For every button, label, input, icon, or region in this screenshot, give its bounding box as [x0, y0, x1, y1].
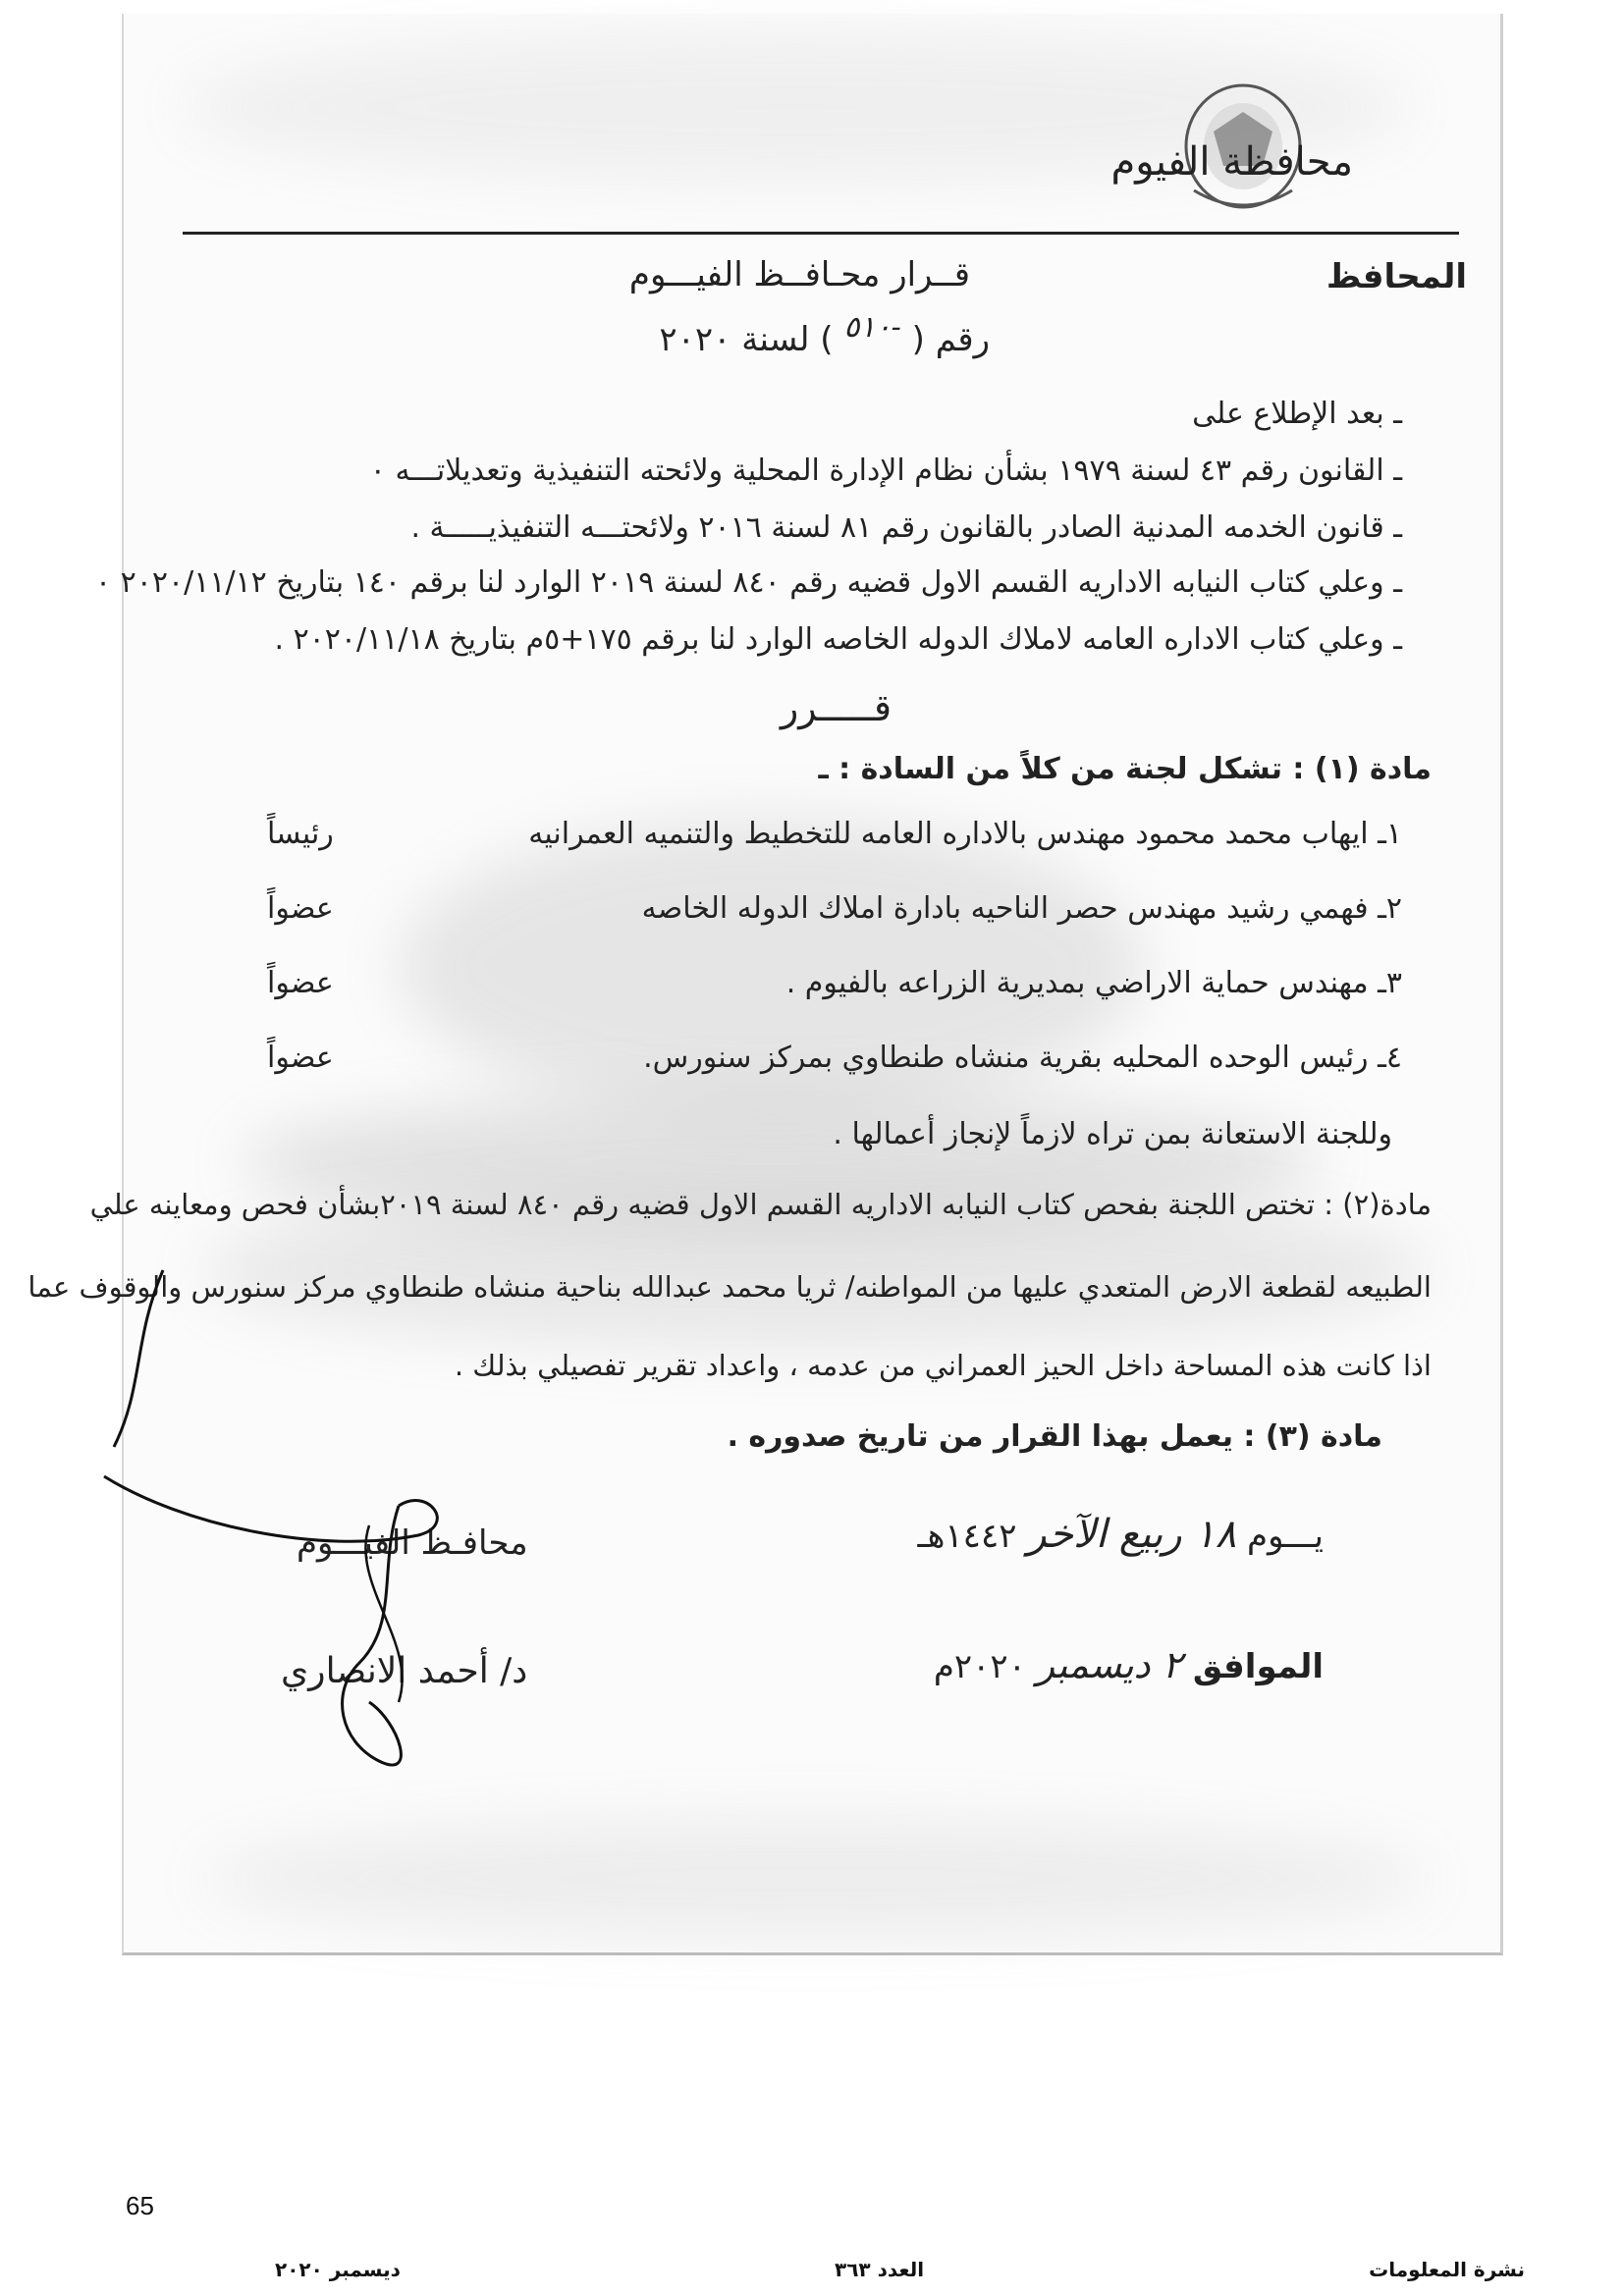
- decree-number-handwritten: -٥١٠: [843, 310, 901, 345]
- member-role-3: عضواً: [267, 966, 334, 1000]
- hijri-year: ١٤٤٢هـ: [917, 1517, 1017, 1556]
- handwritten-signature: [104, 1231, 595, 1820]
- member-row-1: ١ـ ايهاب محمد محمود مهندس بالاداره العامه للتخطيط والتنميه العمرانيه: [528, 817, 1402, 851]
- preamble-line: ـ القانون رقم ٤٣ لسنة ١٩٧٩ بشأن نظام الإدارة المحلية ولائحته التنفيذية وتعديلاتـــه ٠: [369, 454, 1402, 488]
- article2-line: مادة(٢) : تختص اللجنة بفحص كتاب النيابه الاداريه القسم الاول قضيه رقم ٨٤٠ لسنة ٢٠١٩بشأن فحص ومعاينه علي: [89, 1188, 1432, 1221]
- article1-heading: مادة (١) : تشكل لجنة من كلاً من السادة : ـ: [818, 752, 1432, 786]
- member-row-3: ٣ـ مهندس حماية الاراضي بمديرية الزراعه بالفيوم .: [785, 966, 1402, 1000]
- hijri-date: [918, 1512, 1324, 1557]
- member-role-4: عضواً: [267, 1041, 334, 1075]
- preamble-line: ـ بعد الإطلاع على: [1192, 397, 1402, 431]
- article3: مادة (٣) : يعمل بهذا القرار من تاريخ صدوره .: [727, 1419, 1382, 1454]
- hijri-handwritten: ١٨ ربيع الآخر: [1027, 1512, 1237, 1557]
- gregorian-date: [934, 1643, 1324, 1686]
- footer-date: ديسمبر ٢٠٢٠: [275, 2258, 401, 2281]
- signatory-title: محافـظ الفيـــوم: [297, 1523, 528, 1563]
- preamble-line: ـ وعلي كتاب الاداره العامه لاملاك الدوله الخاصه الوارد لنا برقم ١٧٥+٥م بتاريخ ٢٠٢٠/١١/١٨ .: [274, 622, 1402, 657]
- preamble-line: ـ وعلي كتاب النيابه الاداريه القسم الاول قضيه رقم ٨٤٠ لسنة ٢٠١٩ الوارد لنا برقم ١٤٠ بتاريخ ٢٠٢٠/١١/١٢ ٠: [94, 565, 1402, 600]
- page-number: 65: [126, 2191, 154, 2220]
- decision-heading: قـــــرر: [780, 686, 892, 729]
- governorate-name: محافظة الفيوم: [1110, 139, 1353, 185]
- office-title: المحافظ: [1325, 257, 1467, 296]
- greg-year: ٢٠٢٠م: [933, 1647, 1026, 1686]
- preamble-line: ـ قانون الخدمه المدنية الصادر بالقانون رقم ٨١ لسنة ٢٠١٦ ولائحتـــه التنفيذيـــــة .: [410, 510, 1402, 545]
- hijri-label: يـــوم: [1247, 1517, 1324, 1556]
- decree-number: [659, 310, 990, 359]
- member-row-2: ٢ـ فهمي رشيد مهندس حصر الناحيه بادارة املاك الدوله الخاصه: [641, 891, 1402, 926]
- article1-note: وللجنة الاستعانة بمن تراه لازماً لإنجاز أعمالها .: [833, 1117, 1392, 1151]
- decree-number-suffix: ) لسنة ٢٠٢٠: [659, 320, 834, 359]
- decree-number-prefix: رقم (: [911, 320, 990, 359]
- header-rule: [183, 232, 1459, 235]
- article2-line: الطبيعه لقطعة الارض المتعدي عليها من المواطنه/ ثريا محمد عبدالله بناحية منشاه طنطاوي مركز سنورس والوقوف عما: [27, 1270, 1432, 1304]
- footer-publication: نشرة المعلومات: [1369, 2258, 1525, 2281]
- decree-title: قــرار محـافــظ الفيـــوم: [628, 255, 970, 294]
- member-row-4: ٤ـ رئيس الوحده المحليه بقرية منشاه طنطاوي بمركز سنورس.: [643, 1041, 1402, 1075]
- greg-handwritten: ٢ ديسمبر: [1036, 1643, 1183, 1686]
- scanned-document: [27, 14, 1503, 1955]
- greg-label: الموافق: [1192, 1647, 1324, 1686]
- footer-issue: العدد ٣٦٣: [835, 2258, 925, 2281]
- signatory-name: د/ أحمد الانصاري: [281, 1651, 528, 1691]
- member-role-2: عضواً: [267, 891, 334, 926]
- member-role-1: رئيساً: [267, 817, 334, 851]
- article2-line: اذا كانت هذه المساحة داخل الحيز العمراني من عدمه ، واعداد تقرير تفصيلي بذلك .: [454, 1349, 1432, 1382]
